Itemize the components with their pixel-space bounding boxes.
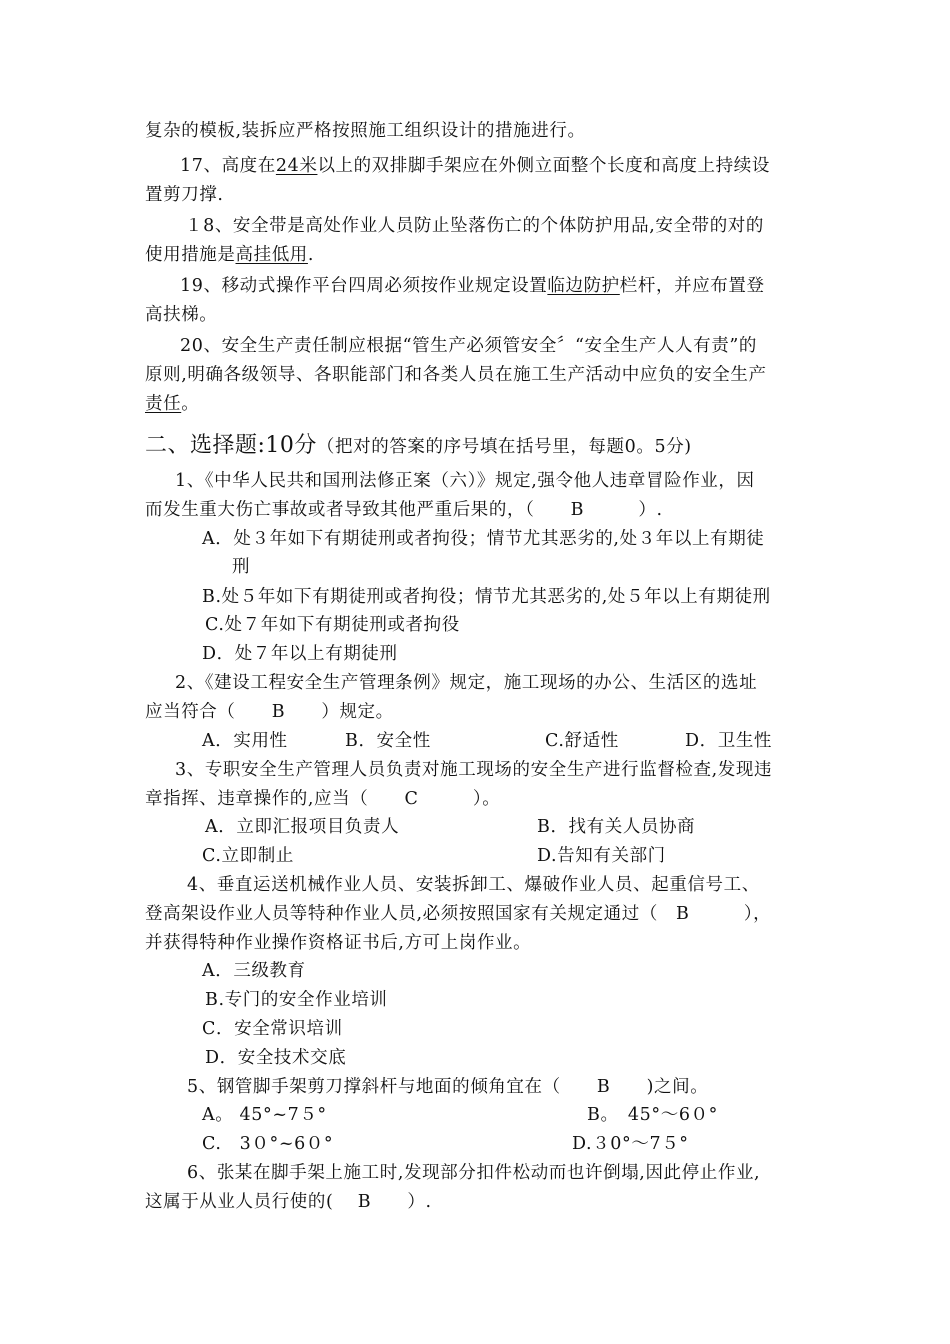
section-title: 二、选择题:10分 — [145, 433, 317, 458]
question-5-line-1: 5、钢管脚手架剪刀撑斜杆与地面的倾角宜在（ B )之间。 — [187, 1077, 709, 1097]
answer-underline: 24米 — [275, 156, 318, 176]
question-3-option-a: A．立即汇报项目负责人 — [205, 817, 400, 837]
question-1-option-b: B.处５年如下有期徒刑或者拘役；情节尤其恶劣的,处５年以上有期徒刑 — [202, 587, 771, 607]
question-4-option-b: B.专门的安全作业培训 — [205, 990, 388, 1010]
question-2-line-2: 应当符合（ B ）规定。 — [145, 702, 394, 722]
question-5-option-d: D.３0°～7５° — [572, 1134, 689, 1154]
question-2-option-a: A．实用性 — [202, 731, 288, 751]
answer-underline: 高挂低用 — [235, 245, 308, 265]
question-20-line-1: 20、安全生产责任制应根据“管生产必须管安全〞“安全生产人人有责”的 — [180, 336, 758, 356]
question-3-option-b: B．找有关人员协商 — [537, 817, 696, 837]
question-5-option-c: C. 3０°~6０° — [202, 1134, 334, 1154]
question-1-option-a: A．处３年如下有期徒刑或者拘役；情节尤其恶劣的,处３年以上有期徒 — [202, 529, 765, 549]
question-6-line-2: 这属于从业人员行使的( B ）. — [145, 1192, 432, 1212]
question-5-option-b: B。 45°～6０° — [587, 1105, 719, 1125]
question-1-option-d: D．处７年以上有期徒刑 — [202, 644, 398, 664]
question-17-line-1: 17、高度在24米以上的双排脚手架应在外侧立面整个长度和高度上持续设 — [180, 156, 770, 176]
question-2-option-d: D．卫生性 — [685, 731, 773, 751]
question-19-line-1: 19、移动式操作平台四周必须按作业规定设置临边防护栏杆，并应布置登 — [180, 276, 765, 296]
question-3-line-1: 3、专职安全生产管理人员负责对施工现场的安全生产进行监督检查,发现违 — [175, 760, 773, 780]
answer-underline: 临边防护 — [547, 276, 620, 296]
question-18-line-2: 使用措施是高挂低用. — [145, 245, 315, 265]
question-4-line-1: 4、垂直运送机械作业人员、安装拆卸工、爆破作业人员、起重信号工、 — [187, 875, 760, 895]
text-line: 复杂的模板,装拆应严格按照施工组织设计的措施进行。 — [145, 121, 586, 141]
question-3-line-2: 章指挥、违章操作的,应当（ C ）。 — [145, 789, 501, 809]
question-1-line-2: 而发生重大伤亡事故或者导致其他严重后果的，（ B ）. — [145, 500, 663, 520]
question-17-line-2: 置剪刀撑. — [145, 185, 224, 205]
question-5-option-a: A。 45°~7５° — [202, 1105, 327, 1125]
question-6-line-1: 6、张某在脚手架上施工时,发现部分扣件松动而也许倒塌,因此停止作业, — [187, 1163, 761, 1183]
section-heading — [145, 432, 692, 461]
answer-underline: 责任 — [145, 394, 182, 414]
question-1-option-c: C.处７年如下有期徒刑或者拘役 — [205, 615, 460, 635]
question-4-option-a: A．三级教育 — [202, 961, 306, 981]
question-4-option-d: D．安全技术交底 — [205, 1048, 347, 1068]
question-3-option-c: C.立即制止 — [202, 846, 294, 866]
question-18-line-1: １8、安全带是高处作业人员防止坠落伤亡的个体防护用品,安全带的对的 — [185, 216, 764, 236]
question-20-line-2: 原则,明确各级领导、各职能部门和各类人员在施工生产活动中应负的安全生产 — [145, 365, 767, 385]
question-1-option-a-cont: 刑 — [232, 557, 251, 577]
question-4-option-c: C．安全常识培训 — [202, 1019, 343, 1039]
section-note: （把对的答案的序号填在括号里，每题0。5分) — [316, 437, 692, 457]
question-1-line-1: 1、《中华人民共和国刑法修正案（六）》规定,强令他人违章冒险作业，因 — [175, 471, 755, 491]
question-20-line-3: 责任。 — [145, 394, 200, 414]
question-19-line-2: 高扶梯。 — [145, 305, 218, 325]
question-2-option-b: B．安全性 — [345, 731, 431, 751]
question-3-option-d: D.告知有关部门 — [537, 846, 666, 866]
question-2-line-1: 2、《建设工程安全生产管理条例》规定，施工现场的办公、生活区的选址 — [175, 673, 758, 693]
question-4-line-2: 登高架设作业人员等特种作业人员,必须按照国家有关规定通过（ B ）， — [145, 904, 772, 924]
question-2-option-c: C.舒适性 — [545, 731, 619, 751]
question-4-line-3: 并获得特种作业操作资格证书后,方可上岗作业。 — [145, 933, 532, 953]
